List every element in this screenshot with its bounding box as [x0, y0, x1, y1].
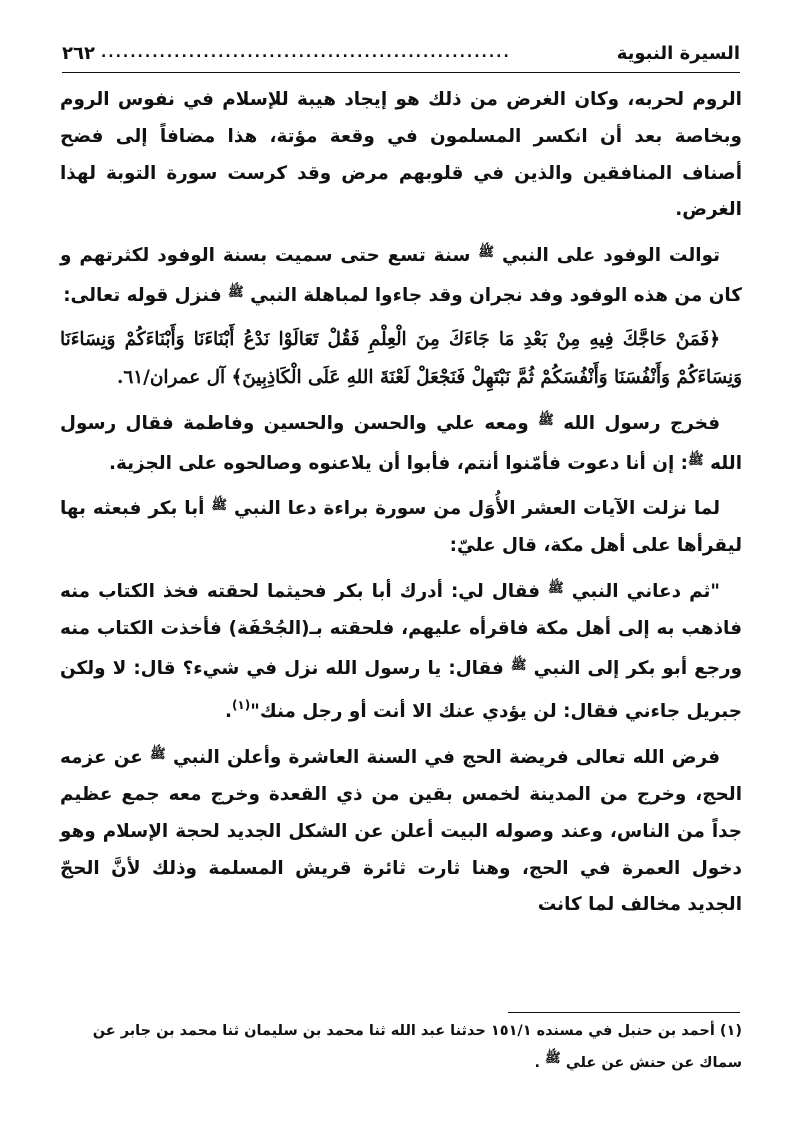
- page-number: ٢٦٢: [62, 42, 95, 64]
- salutation-icon: ﷺ: [510, 657, 527, 673]
- footnote-marker[interactable]: (١): [231, 698, 251, 713]
- body-text: [60, 82, 742, 930]
- salutation-icon: ﷺ: [688, 452, 704, 468]
- salutation-icon: ﷺ: [228, 284, 244, 300]
- paragraph-4: فخرج رسول الله $^ﷺ$ ومعه علي والحسن والحسين وفاطمة فقال رسول الله $^ﷺ$: إن أنا دعوت فأمّنوا أنتم، فأبوا أن يلاعنوه وصالحوه على الجزية.: [60, 412, 742, 474]
- page-header: [62, 36, 740, 70]
- leader-dots: ........................................................: [100, 45, 511, 61]
- paragraph-1: الروم لحربه، وكان الغرض من ذلك هو إيجاد هيبة للإسلام في نفوس الروم وبخاصة بعد أن انكسر المسلمون في وقعة مؤتة، هذا مضافاً إلى فضح أصناف المنافقين والذين في قلوبهم مرض وقد كرست سورة التوبة لهذا الغرض.: [60, 89, 742, 221]
- footnote: (١) أحمد بن حنبل في مسنده ١٥١/١ حدثنا عبد الله ثنا محمد بن سليمان ثنا محمد بن جابر عن سماك عن حنش عن علي ﷺ .: [92, 1023, 742, 1071]
- running-title: السيرة النبوية: [616, 42, 740, 64]
- header-rule: [62, 72, 740, 73]
- salutation-icon: ﷺ: [478, 245, 495, 261]
- salutation-icon: ﷺ: [150, 747, 166, 763]
- paragraph-2: توالت الوفود على النبي $^ﷺ$ سنة تسع حتى سميت بسنة الوفود لكثرتهم و كان من هذه الوفود وفد نجران وقد جاءوا لمباهلة النبي $^ﷺ$ فنزل قوله تعالى:: [60, 245, 742, 306]
- salutation-icon: ﷺ: [548, 580, 564, 596]
- footnote-rule: [508, 1012, 740, 1013]
- quran-verse: ﴿فَمَنْ حَاجَّكَ فِيهِ مِنْ بَعْدِ مَا جَاءَكَ مِنَ الْعِلْمِ فَقُلْ تَعَالَوْا نَدْعُ أَبْنَاءَنَا وَأَبْنَاءَكُمْ وَنِسَاءَنَا وَنِسَاءَكُمْ وَأَنْفُسَنَا وَأَنْفُسَكُمْ ثُمَّ نَبْتَهِلْ فَنَجْعَلْ لَعْنَةَ اللهِ عَلَى الْكَاذِبِينَ﴾ آل عمران/٦١.: [60, 328, 742, 388]
- paragraph-6: "ثم دعاني النبي $^ﷺ$ فقال لي: أدرك أبا بكر فحيثما لحقته فخذ الكتاب منه فاذهب به إلى أهل مكة فاقرأه عليهم، فلحقته بـ(الجُحْفَة) فأخذت الكتاب منه ورجع أبو بكر إلى النبي $^ﷺ$ فقال: يا رسول الله نزل في شيء؟ قال: لا ولكن جبريل جاءني فقال: لن يؤدي عنك الا أنت أو رجل منك"$^{(١)}$.: [60, 580, 742, 723]
- salutation-icon: ﷺ: [211, 498, 228, 514]
- paragraph-7: فرض الله تعالى فريضة الحج في السنة العاشرة وأعلن النبي $^ﷺ$ عن عزمه الحج، وخرج من المدينة لخمس بقين من ذي القعدة وخرج معه جمع عظيم جداً من الناس، وعند وصوله البيت أعلن عن الشكل الجديد لحجة الإسلام وهو دخول العمرة في الحج، وهنا ثارت ثائرة قريش المسلمة وذلك لأنَّ الحجّ الجديد مخالف لما كانت: [60, 747, 742, 916]
- salutation-icon: ﷺ: [538, 412, 554, 428]
- paragraph-5: لما نزلت الآيات العشر الأُوَل من سورة براءة دعا النبي $^ﷺ$ أبا بكر فبعثه بها ليقرأها على أهل مكة، قال عليّ:: [60, 498, 742, 557]
- salutation-icon: ﷺ: [545, 1051, 561, 1066]
